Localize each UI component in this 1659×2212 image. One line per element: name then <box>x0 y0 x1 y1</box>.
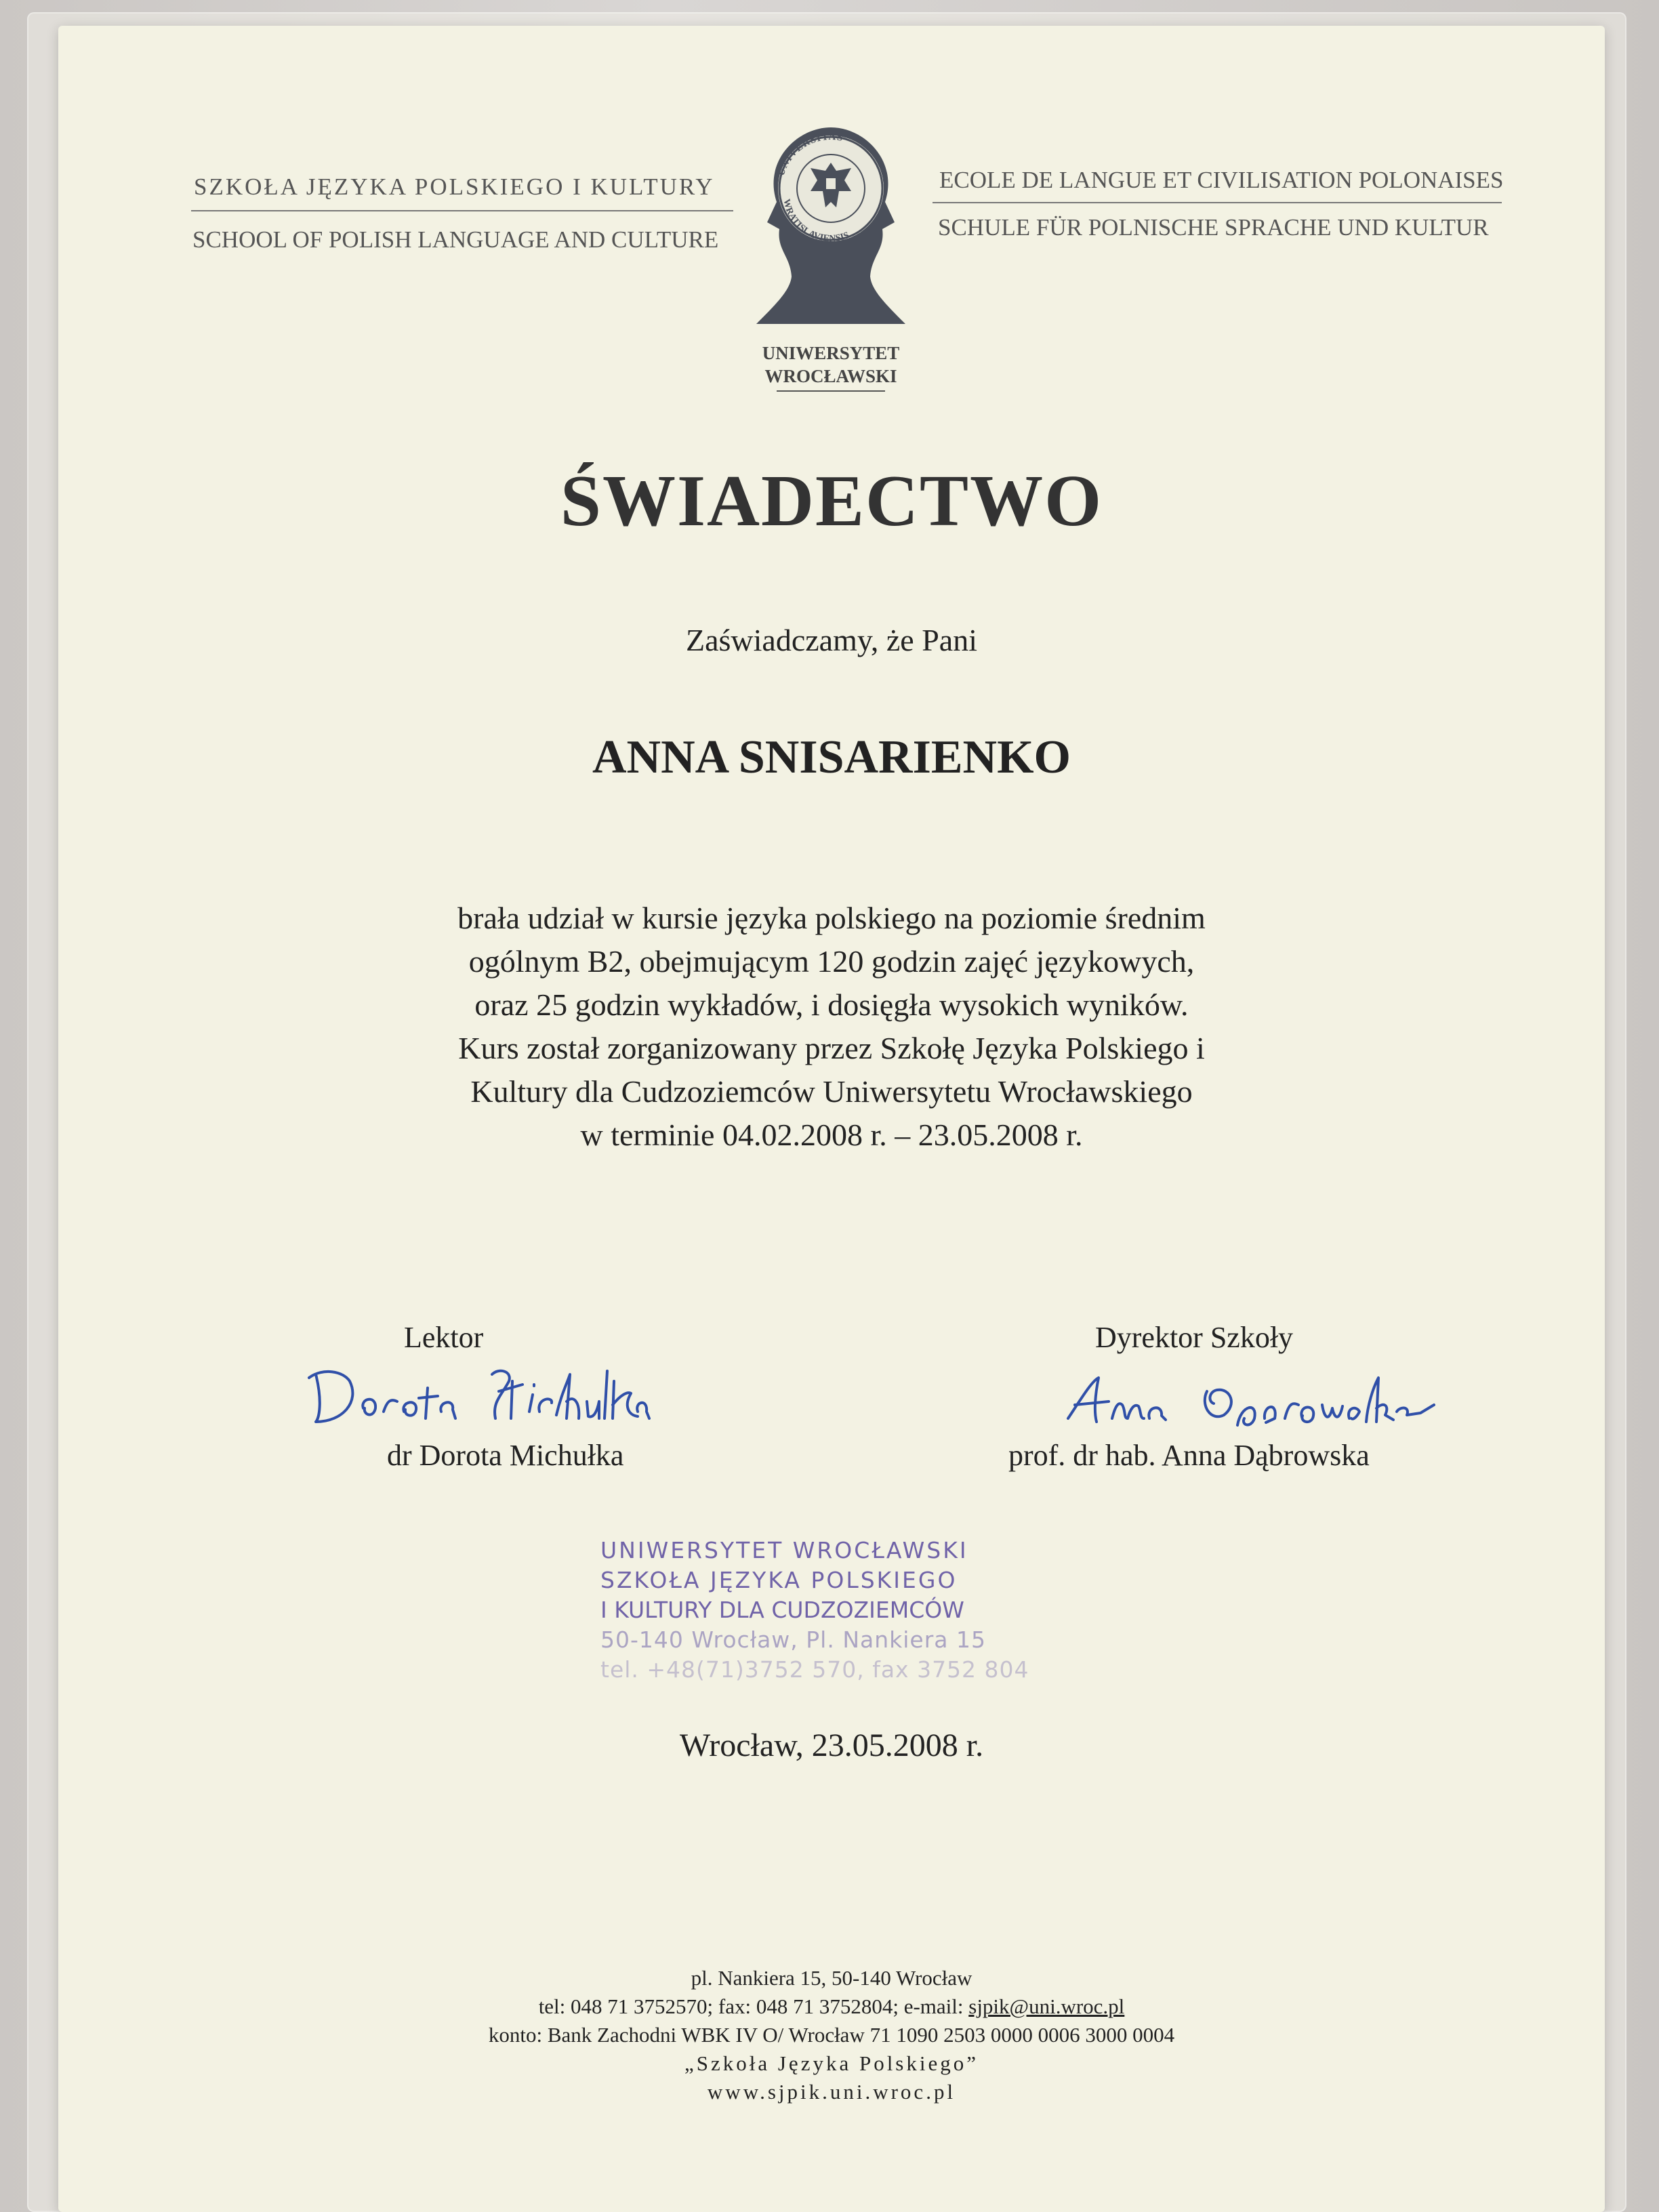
svg-text:WRATISLAVIENSIS: WRATISLAVIENSIS <box>781 198 851 245</box>
header-german-name: SCHULE FÜR POLNISCHE SPRACHE UND KULTUR <box>938 214 1489 241</box>
header-french-name: ECOLE DE LANGUE ET CIVILISATION POLONAISES <box>939 167 1504 193</box>
body-line: Kultury dla Cudzoziemców Uniwersytetu Wrocławskiego <box>470 1074 1193 1109</box>
school-stamp <box>600 1536 1115 1685</box>
email-link[interactable]: sjpik@uni.wroc.pl <box>968 1994 1125 2018</box>
header-right-rule <box>933 202 1502 203</box>
director-name: prof. dr hab. Anna Dąbrowska <box>1008 1439 1370 1472</box>
website-link[interactable]: www.sjpik.uni.wroc.pl <box>707 2080 956 2104</box>
lector-name: dr Dorota Michułka <box>387 1439 624 1472</box>
logo-underline <box>777 390 885 392</box>
footer-address: pl. Nankiera 15, 50-140 Wrocław <box>691 1966 972 1990</box>
logo-caption-line1: UNIWERSYTET <box>762 343 900 363</box>
director-signature-icon <box>1054 1364 1448 1439</box>
body-line: Kurs został zorganizowany przez Szkołę Języka Polskiego i <box>458 1031 1205 1065</box>
footer <box>58 1964 1605 2106</box>
body-line: oraz 25 godzin wykładów, i dosięgła wysokich wyników. <box>474 987 1189 1022</box>
header-polish-name: SZKOŁA JĘZYKA POLSKIEGO I KULTURY <box>194 173 715 200</box>
stamp-line: 50-140 Wrocław, Pl. Nankiera 15 <box>600 1626 986 1653</box>
stamp-line: I KULTURY DLA CUDZOZIEMCÓW <box>600 1597 964 1623</box>
footer-account: konto: Bank Zachodni WBK IV O/ Wrocław 71 1090 2503 0000 0006 3000 0004 <box>488 2023 1175 2047</box>
lector-role: Lektor <box>404 1321 484 1354</box>
svg-text:UNIVERSITAS: UNIVERSITAS <box>775 131 844 178</box>
stamp-line: UNIWERSYTET WROCŁAWSKI <box>600 1537 968 1563</box>
place-date: Wrocław, 23.05.2008 r. <box>679 1727 984 1763</box>
body-line: w terminie 04.02.2008 r. – 23.05.2008 r. <box>580 1118 1083 1152</box>
certificate-page <box>58 26 1605 2212</box>
lector-signature-icon <box>295 1354 675 1442</box>
body-line: brała udział w kursie języka polskiego na poziomie średnim <box>457 901 1206 935</box>
header-english-name: SCHOOL OF POLISH LANGUAGE AND CULTURE <box>192 226 719 253</box>
certificate-body <box>58 897 1605 1157</box>
body-line: ogólnym B2, obejmującym 120 godzin zajęć językowych, <box>468 944 1195 979</box>
university-logo-icon <box>750 121 912 344</box>
footer-contact <box>58 1992 1605 2021</box>
footer-contact-prefix: tel: 048 71 3752570; fax: 048 71 3752804; e-mail: <box>538 1994 969 2018</box>
director-role: Dyrektor Szkoły <box>1095 1321 1294 1354</box>
certificate-title: ŚWIADECTWO <box>560 461 1103 541</box>
stamp-line: tel. +48(71)3752 570, fax 3752 804 <box>600 1656 1029 1683</box>
recipient-name: ANNA SNISARIENKO <box>592 731 1071 783</box>
header-left-rule <box>191 210 733 211</box>
certificate-intro: Zaświadczamy, że Pani <box>686 623 977 657</box>
logo-caption-line2: WROCŁAWSKI <box>764 366 897 386</box>
footer-account-name: „Szkoła Języka Polskiego” <box>684 2051 979 2075</box>
stamp-line: SZKOŁA JĘZYKA POLSKIEGO <box>600 1567 958 1593</box>
